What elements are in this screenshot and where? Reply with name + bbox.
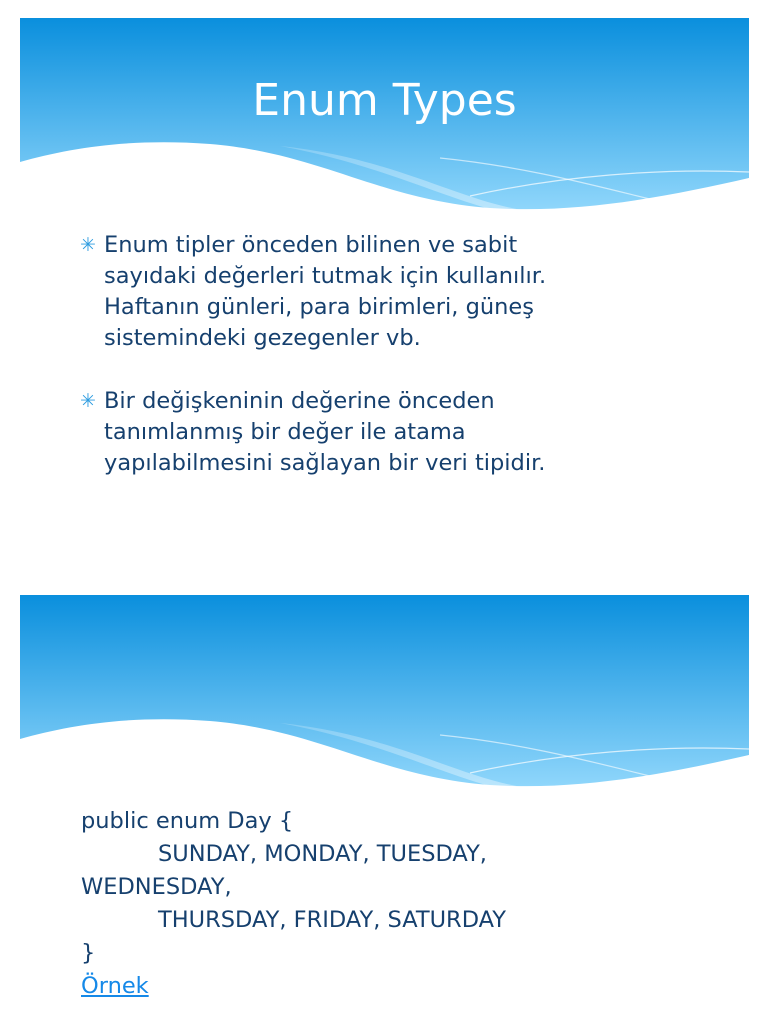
bullet-line: yapılabilmesini sağlayan bir veri tipidir. bbox=[104, 450, 546, 476]
bullet-line: Enum tipler önceden bilinen ve sabit bbox=[104, 232, 518, 258]
bullet-line: sistemindeki gezegenler vb. bbox=[104, 325, 421, 351]
code-line: public enum Day { bbox=[81, 808, 294, 834]
code-line bbox=[81, 838, 721, 871]
bullet-item bbox=[80, 386, 660, 479]
asterisk-bullet-icon: ✳ bbox=[80, 234, 96, 256]
bullet-line: tanımlanmış bir değer ile atama bbox=[104, 419, 466, 445]
bullet-line: Haftanın günleri, para birimleri, güneş bbox=[104, 294, 534, 320]
slide-enum-types bbox=[20, 18, 749, 538]
bullet-list bbox=[80, 230, 660, 511]
slide-title: Enum Types bbox=[252, 75, 517, 126]
example-link[interactable]: Örnek bbox=[81, 973, 149, 999]
code-line-text: SUNDAY, MONDAY, TUESDAY, bbox=[158, 841, 487, 867]
code-line: } bbox=[81, 940, 96, 966]
code-block bbox=[81, 805, 721, 1003]
bullet-item bbox=[80, 230, 660, 354]
slide-header-wave bbox=[20, 595, 749, 795]
bullet-line: sayıdaki değerleri tutmak için kullanılır. bbox=[104, 263, 547, 289]
code-line: WEDNESDAY, bbox=[81, 874, 232, 900]
asterisk-bullet-icon: ✳ bbox=[80, 390, 96, 412]
code-line bbox=[81, 904, 721, 937]
code-line-text: THURSDAY, FRIDAY, SATURDAY bbox=[158, 907, 507, 933]
slide-enum-example bbox=[20, 595, 749, 1024]
bullet-line: Bir değişkeninin değerine önceden bbox=[104, 388, 495, 414]
